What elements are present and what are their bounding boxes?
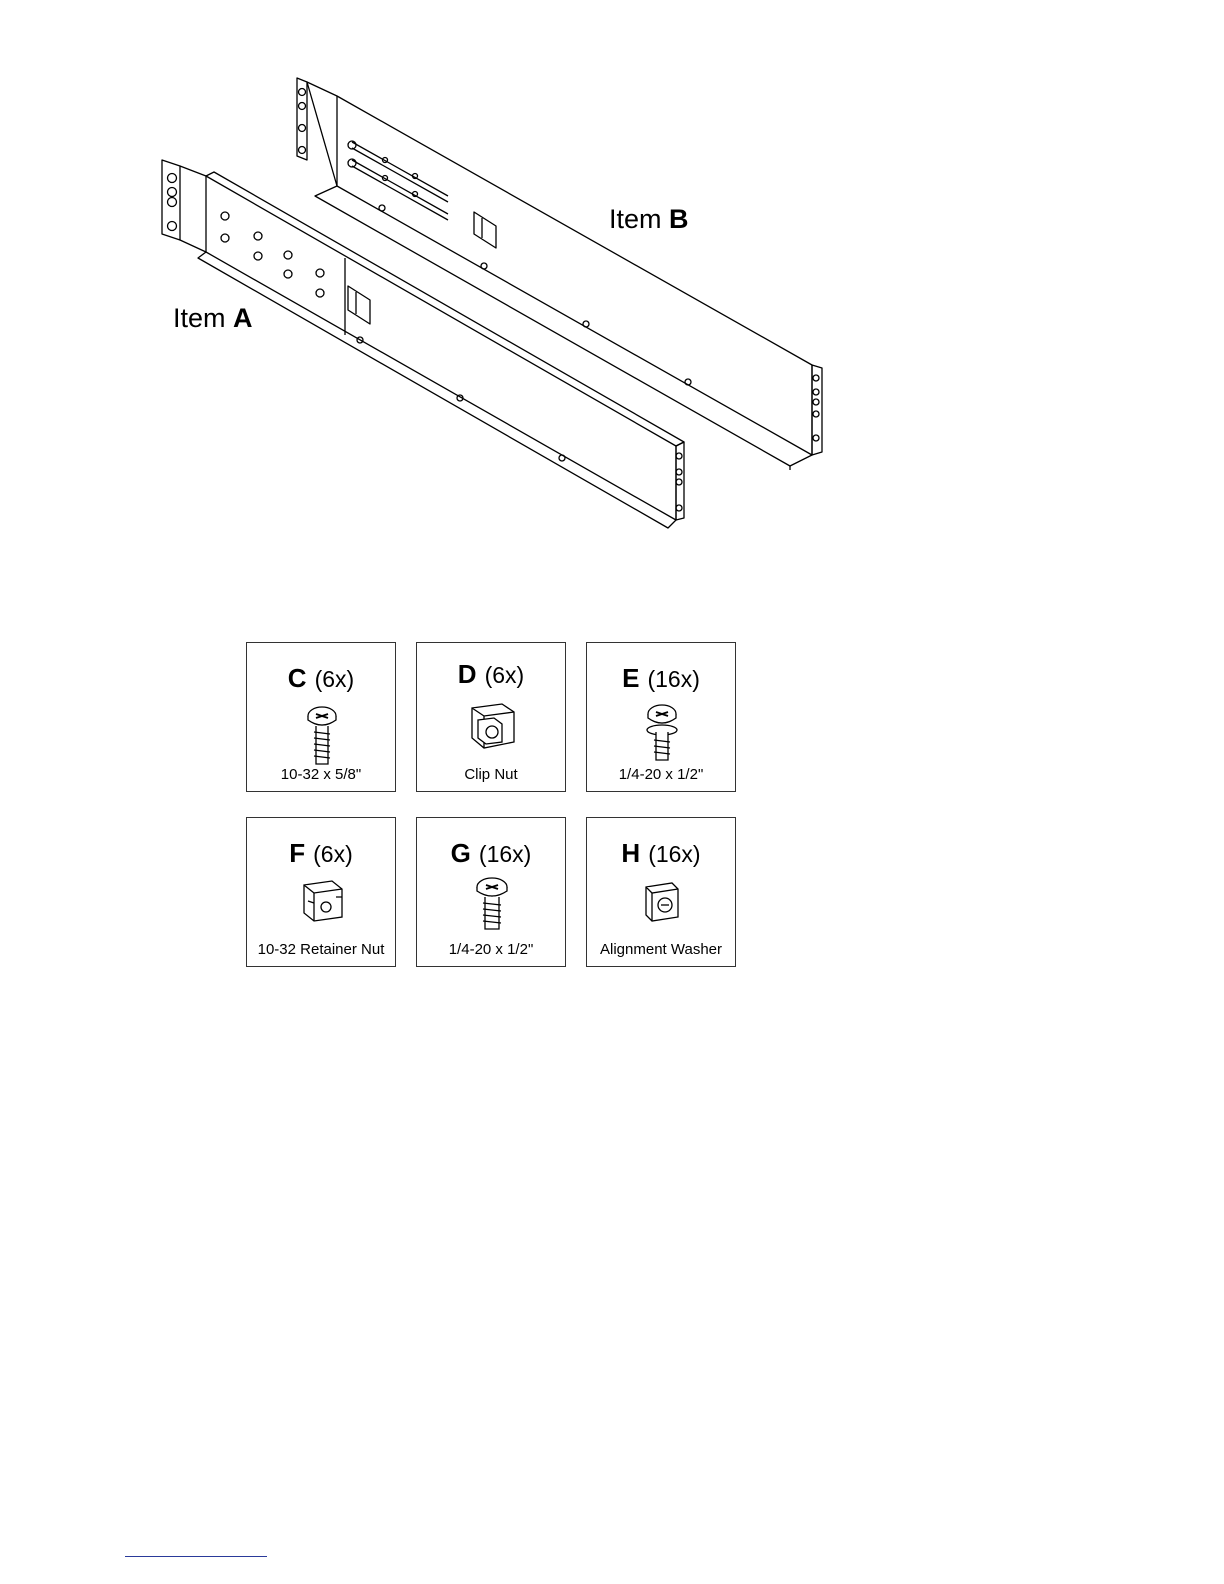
part-header [247,663,395,694]
part-header [417,659,565,690]
part-tile-d [416,642,566,792]
part-letter: F [289,838,306,868]
part-letter: E [622,663,640,693]
part-header [417,838,565,869]
part-header [587,838,735,869]
part-caption: 10-32 x 5/8" [280,766,362,783]
part-tile-g [416,817,566,967]
part-caption: Clip Nut [464,766,518,783]
item-a-letter: A [233,303,253,333]
part-letter: G [450,838,471,868]
clip-nut-icon [462,698,522,770]
part-tile-h [586,817,736,967]
rail-a [162,160,684,528]
part-caption: Alignment Washer [600,941,722,958]
item-b-prefix: Item [609,204,662,234]
item-b-letter: B [669,204,689,234]
footer-rule [125,1556,267,1557]
item-b-label [609,204,689,235]
part-tile-e [586,642,736,792]
rail-kit-illustration [0,0,1224,600]
part-qty: (16x) [648,841,701,867]
part-letter: C [287,663,307,693]
part-qty: (16x) [478,841,532,867]
part-caption: 1/4-20 x 1/2" [618,766,704,783]
part-header [247,838,395,869]
alignment-washer-icon [632,873,692,945]
part-qty: (6x) [313,841,353,867]
item-a-label [173,303,253,334]
part-header [587,663,735,694]
retainer-nut-icon [292,873,352,945]
long-screw-icon [292,698,352,770]
part-tile-c [246,642,396,792]
item-a-prefix: Item [173,303,226,333]
short-screw-icon [462,873,522,945]
part-tile-f [246,817,396,967]
part-letter: D [457,659,477,689]
part-caption: 1/4-20 x 1/2" [448,941,534,958]
part-qty: (6x) [314,666,355,692]
washer-screw-icon [632,698,692,770]
part-caption: 10-32 Retainer Nut [257,941,385,958]
part-letter: H [621,838,641,868]
part-qty: (6x) [484,662,525,688]
part-qty: (16x) [647,666,700,692]
